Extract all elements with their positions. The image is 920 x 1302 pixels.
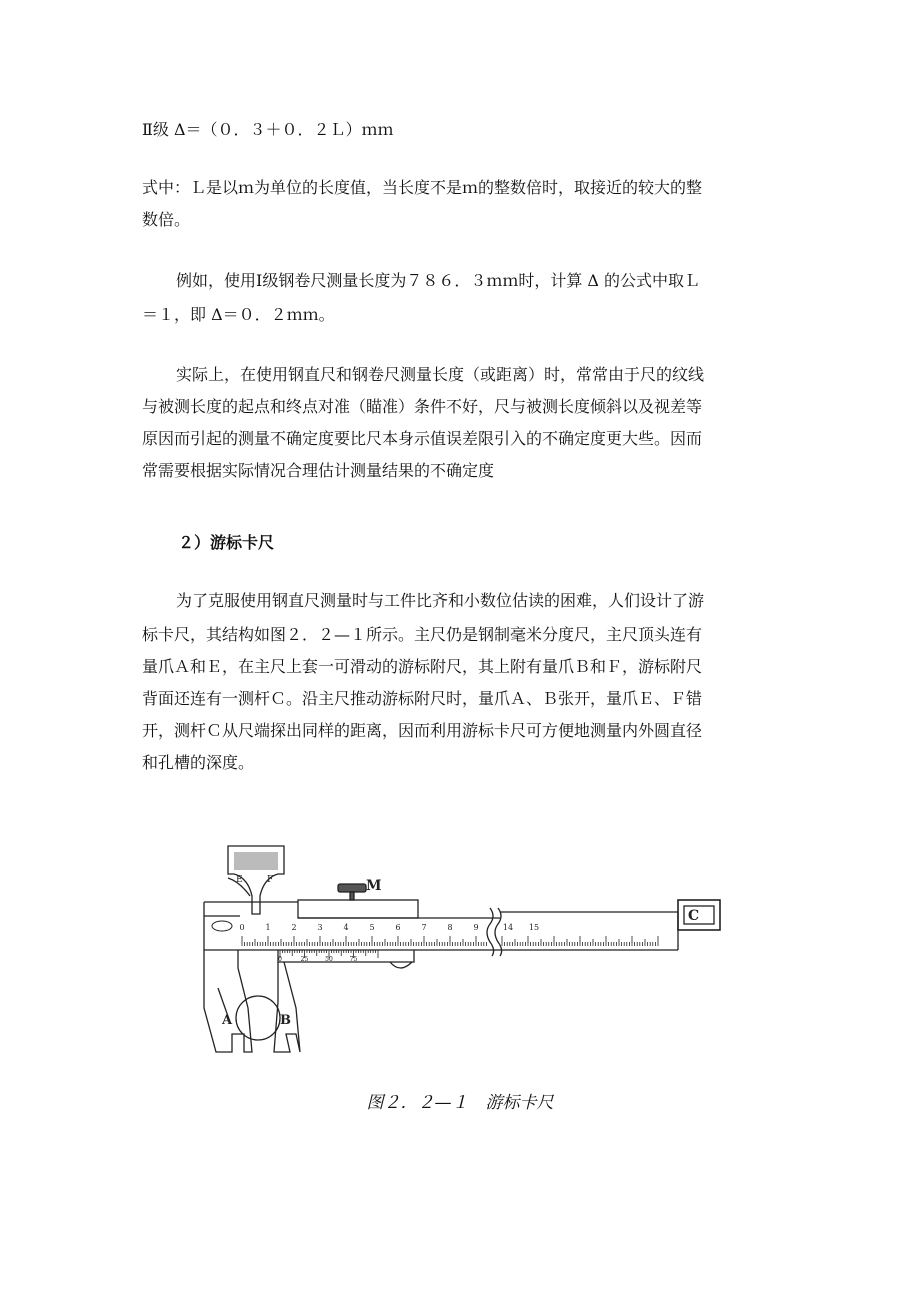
vernier-scale-label: 75 [349,956,358,963]
figure-caption: 图２．２—１ 游标卡尺 [366,1093,554,1113]
vernier-scale-label: 25 [300,956,309,963]
vernier-scale-label: 0 [278,956,282,963]
main-scale-label: 0 [239,923,245,932]
paragraph-line-3: 原因而引起的测量不确定度要比尺本身示值误差限引入的不确定度更大些。因而 [142,429,703,448]
example-line-1: 例如，使用Ⅰ级钢卷尺测量长度为７８６．３ｍｍ时，计算 Δ 的公式中取Ｌ [176,271,701,290]
main-scale-label: 5 [369,923,375,932]
note-line-1: 式中：Ｌ是以ｍ为单位的长度值，当长度不是ｍ的整数倍时，取接近的较大的整 [142,178,703,197]
label-e: E [236,875,243,885]
description-line-5: 开，测杆Ｃ从尺端探出同样的距离，因而利用游标卡尺可方便地测量内外圆直径 [142,721,703,740]
main-scale-label: 14 [502,923,514,932]
vernier-scale-label: 50 [325,956,333,963]
paragraph-line-4: 常需要根据实际情况合理估计测量结果的不确定度 [142,461,495,480]
label-c: C [688,908,700,924]
main-scale-label: 6 [395,923,401,932]
section-heading: ２）游标卡尺 [178,533,275,552]
label-f: F [267,875,274,885]
formula-line: Ⅱ级 Δ＝（０．３＋０．２Ｌ）ｍｍ [142,120,394,139]
example-line-2: ＝１，即 Δ＝０．２ｍｍ。 [142,305,335,324]
description-line-4: 背面还连有一测杆Ｃ。沿主尺推动游标附尺时，量爪Ａ、Ｂ张开，量爪Ｅ、Ｆ错 [142,689,703,708]
paragraph-line-2: 与被测长度的起点和终点对准（瞄准）条件不好，尺与被测长度倾斜以及视差等 [142,397,703,416]
description-line-6: 和孔槽的深度。 [142,753,255,772]
main-scale-label: 3 [317,923,323,932]
note-line-2: 数倍。 [142,210,191,229]
paragraph-line-1: 实际上，在使用钢直尺和钢卷尺测量长度（或距离）时，常常由于尺的纹线 [176,365,705,384]
main-scale-label: 4 [343,923,349,932]
main-scale-label: 15 [528,923,540,932]
description-line-2: 标卡尺，其结构如图２．２—１所示。主尺仍是钢制毫米分度尺，主尺顶头连有 [142,625,703,644]
main-scale-label: 9 [473,923,479,932]
logo-emblem [212,921,232,931]
vernier-caliper-figure [200,838,730,1060]
description-line-3: 量爪Ａ和Ｅ，在主尺上套一可滑动的游标附尺，其上附有量爪Ｂ和Ｆ，游标附尺 [142,657,703,676]
main-scale-label: 7 [421,923,427,932]
label-m: M [366,878,382,894]
label-a: A [222,1013,233,1028]
description-line-1: 为了克服使用钢直尺测量时与工件比齐和小数位估读的困难，人们设计了游 [176,591,705,610]
main-scale-label: 1 [265,923,271,932]
label-b: B [280,1013,291,1028]
main-scale-label: 2 [291,923,297,932]
main-scale-label: 8 [447,923,453,932]
